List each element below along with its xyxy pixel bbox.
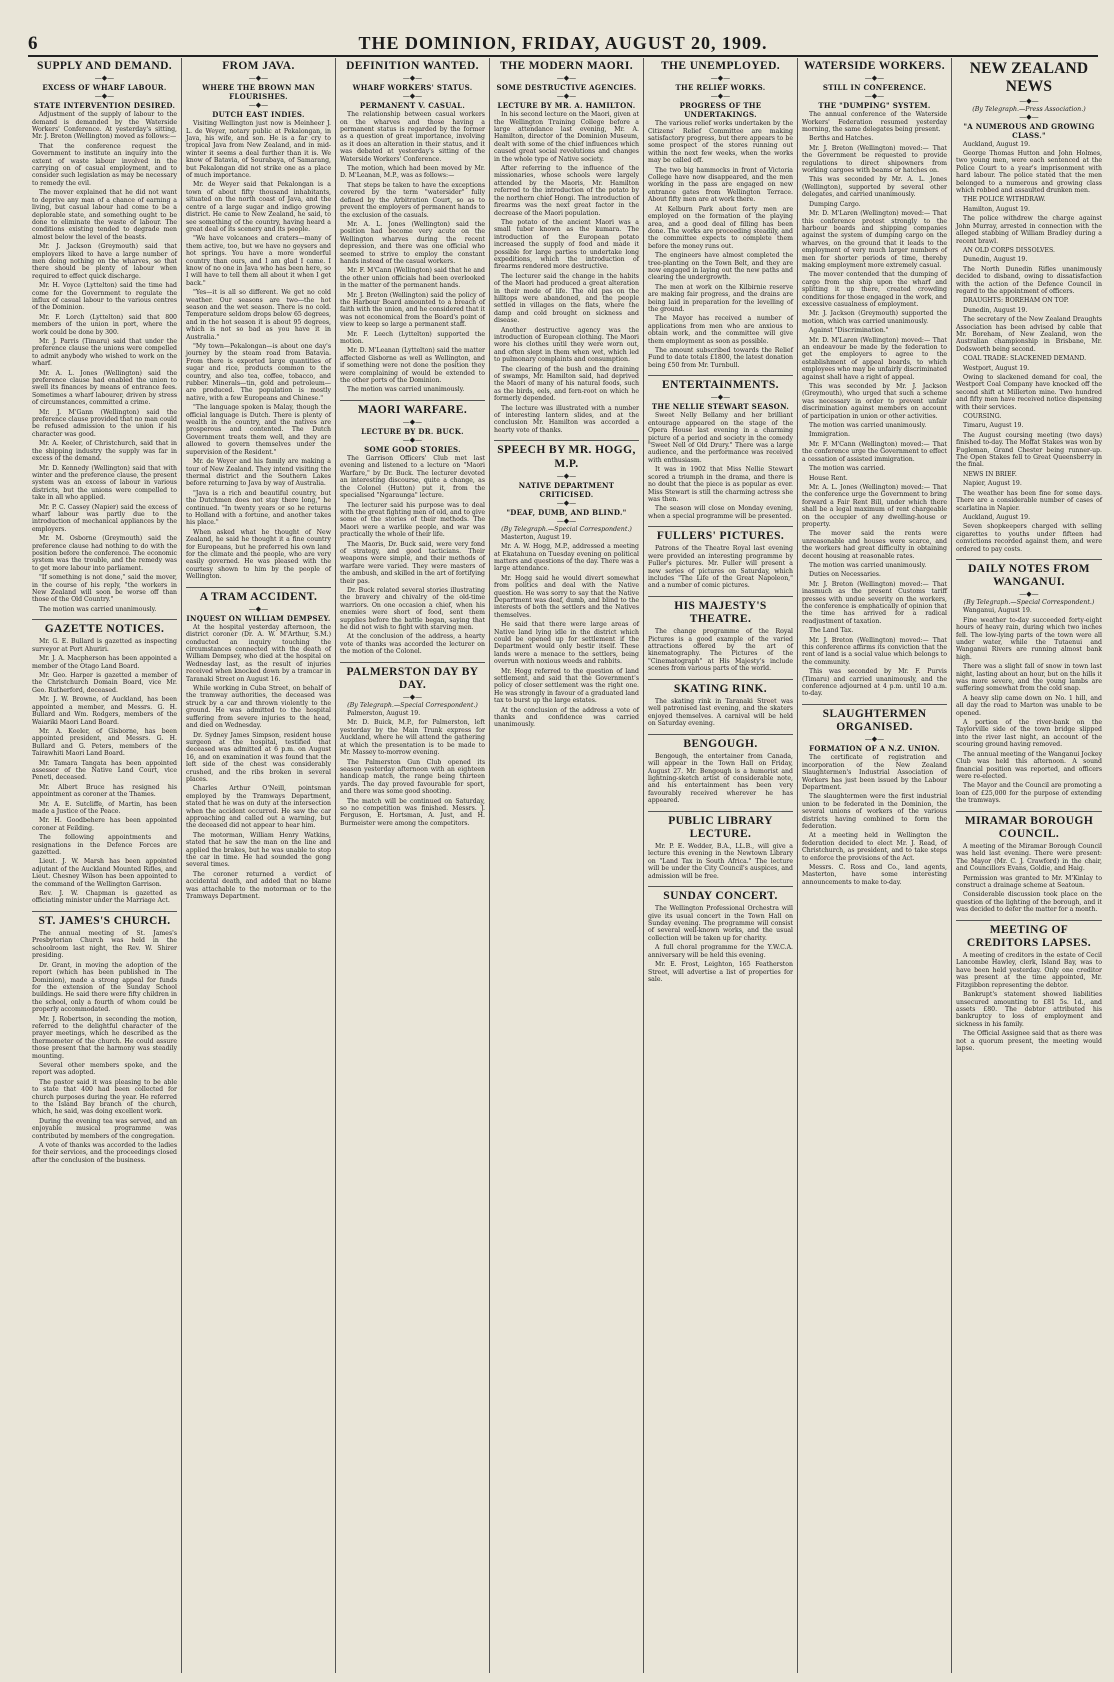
article-paragraph: The annual meeting of the Wanganui Jockey Club was held this afternoon. A sound financial position was reported, and officers were re-elected. — [956, 750, 1102, 780]
ornament-divider: —◆— — [710, 92, 731, 101]
article-paragraph: Dunedin, August 19. — [963, 306, 1028, 314]
article-subhead: STILL IN CONFERENCE. — [822, 83, 927, 93]
ornament-divider: —◆— — [710, 393, 731, 402]
article-paragraph: The following appointments and resignations in the Defence Forces are gazetted. — [32, 834, 177, 856]
column-5 — [644, 58, 798, 1673]
article-subhead: STATE INTERVENTION DESIRED. — [33, 101, 176, 111]
article-paragraph: Mr. A. L. Jones (Wellington) said the position had become very acute on the Wellington wharves during the recent depression, and there was one official who seemed to strive to employ the constant hands instead of the casual workers. — [340, 220, 485, 265]
article-paragraph: The motion was carried unanimously. — [39, 605, 157, 613]
column-2 — [182, 58, 336, 1673]
ornament-divider: —◆— — [556, 498, 577, 507]
ornament-divider: —◆— — [94, 92, 115, 101]
article-paragraph: Mr. F. M'Cann (Wellington) said that he and the other union officials had been overlooked in the matter of the permanent hands. — [340, 267, 485, 290]
article-paragraph: Another destructive agency was the introduction of European clothing. The Maori wore his clothes until they were worn out, and often slept in them when wet, which led to pulmonary complaints and consumption. — [494, 326, 639, 364]
article-headline: HIS MAJESTY'S THEATRE. — [674, 599, 767, 625]
article — [802, 704, 947, 886]
article-paragraph: Mr. de Weyer and his family are making a tour of New Zealand. They intend visiting the thermal district and the Southern Lakes before returning to Java by way of Australia. — [186, 458, 331, 488]
article-paragraph: Mr. P. E. Wedder, B.A., LL.B., will give a lecture this evening in the Newtown Library on "Land Tax in South Africa." The lecture will be under the City Council's auspices, and admission will be free. — [648, 843, 793, 880]
article-divider — [648, 375, 793, 376]
article-paragraph: The weather has been fine for some days. There are a considerable number of cases of scarlatina in Napier. — [956, 489, 1102, 512]
article-paragraph: Mr. D. Buick, M.P., for Palmerston, left yesterday by the Main Trunk express for Auckland, where he will attend the gathering at which the presentation is to be made to Mr. Massey to-morrow evening. — [340, 719, 485, 757]
article-paragraph: The motorman, William Henry Watkins, stated that he saw the man on the line and applied the brakes, but he was unable to stop the car in time. He had sounded the gong several times. — [186, 831, 331, 869]
article-paragraph: Mr. D. Kennedy (Wellington) said that with winter and the preference clause, the present system was an excess of labour in various districts, but the unions were compelled to take in all who applied. — [32, 464, 177, 502]
article-headline: GAZETTE NOTICES. — [44, 623, 165, 636]
ornament-divider: —◆— — [556, 74, 577, 83]
article-paragraph: Patrons of the Theatre Royal last evening were provided an interesting programme by Fuller's pictures. Mr. Fuller will present a new series of pictures on Saturday, which includes "The Life of the Great Napoleon," and a number of comic pictures. — [648, 545, 793, 590]
article-divider — [648, 734, 793, 735]
article-subhead: LECTURE BY MR. A. HAMILTON. — [497, 101, 636, 111]
article-paragraph: Hamilton, August 19. — [963, 205, 1030, 213]
article-paragraph: During the evening tea was served, and an enjoyable musical programme was contributed by members of the congregation. — [32, 1117, 177, 1140]
article-paragraph: Mr. F. Leech (Lyttelton) supported the motion. — [340, 330, 485, 345]
article-headline: FULLERS' PICTURES. — [656, 530, 785, 543]
article-paragraph: The amount subscribed towards the Relief Fund to date totals £1800, the latest donation being £50 from Mr. Turnbull. — [648, 347, 793, 369]
article — [340, 60, 485, 394]
article — [648, 526, 793, 590]
article-paragraph: Mr. de Weyer said that Pekalongan is a town of about fifty thousand inhabitants, situated on the north coast of Java, and the centre of a large sugar and indigo growing district. He came to New Zealand, he said, to see something of the country, having heard a great deal of its scenery and its people. — [186, 181, 331, 233]
article-divider — [648, 811, 793, 812]
article-paragraph: The August coursing meeting (two days) finished to-day. The Moffat Stakes was won by Fugleman, Grand Chester being runner-up. The Open Stakes fell to Great Queensberry in the final. — [956, 431, 1102, 469]
article-paragraph: Dr. Sydney James Simpson, resident house surgeon at the hospital, testified that deceased was admitted at 6 p.m. on August 16, and on examination it was found that the left side of the chest was considerably crushed, and the ribs broken in several places. — [186, 731, 331, 783]
article — [32, 911, 177, 1164]
article-divider — [32, 619, 177, 620]
article-paragraph: A meeting of creditors in the estate of Cecil Lancombe Hawley, clerk, Island Bay, was to have been held yesterday. Only one creditor was present at the time appointed, Mr. Fitzgibbon representing the debtor. — [956, 952, 1102, 989]
ornament-divider: —◆— — [402, 74, 423, 83]
article-paragraph: The annual conference of the Waterside Workers' Federation resumed yesterday morning, the same delegates being present. — [802, 111, 947, 134]
article-paragraph: Napier, August 19. — [963, 480, 1022, 488]
article-paragraph: This was seconded by Mr. J. Jackson (Greymouth), who urged that such a scheme was necessary in order to prevent unfair discrimination against members on account of participation in union or other activities. — [802, 383, 947, 420]
article-headline: PUBLIC LIBRARY LECTURE. — [668, 814, 773, 840]
article-paragraph: Mr. E. Frost, Leighton, 165 Featherston Street, will advertise a list of properties for sale. — [648, 961, 793, 983]
article-paragraph: A heavy slip came down on No. 1 hill, and all day the road to Marton was unable to be opened. — [956, 694, 1102, 717]
article — [648, 679, 793, 728]
article-paragraph: The lecturer said the change in the habits of the Maori had produced a great alteration in their mode of life. The old pas on the hilltops were abandoned, and the people settled in villages on the flats, where the damp and cold brought on sickness and disease. — [494, 272, 639, 325]
ornament-divider: —◆— — [402, 92, 423, 101]
article-paragraph: Owing to slackened demand for coal, the Westport Coal Company have knocked off the second shift at Millerton mine. Two hundred and fifty men have received notice dispensing with their services. — [956, 374, 1102, 411]
article-headline: MIRAMAR BOROUGH COUNCIL. — [964, 814, 1094, 840]
article-paragraph: Dr. Grant, in moving the adoption of the report (which has been published in The Dominion), made a strong appeal for funds for the extension of the Sunday School buildings. He said there were fifty children in the school, only a fourth of whom could be properly accommodated. — [32, 961, 177, 1014]
article-paragraph: At the conclusion of the address, a hearty vote of thanks was accorded the lecturer on the motion of the Colonel. — [340, 633, 485, 656]
article-paragraph: "Yes—it is all so different. We get no cold weather. Our seasons are two—the hot season and the wet season. There is no cold. Temperature seldom drops below 65 degrees, and in the hot season it is about 95 degrees, which is not so bad as you have it in Australia." — [186, 289, 331, 341]
article-subhead: SOME GOOD STORIES. — [364, 445, 461, 455]
article-paragraph: Mr. F. M'Cann (Wellington) moved:— That the conference urge the Government to effect a cessation of assisted immigration. — [802, 440, 947, 463]
masthead — [28, 33, 1098, 57]
article — [648, 886, 793, 983]
article-paragraph: DRAUGHTS: BOREHAM ON TOP. — [963, 297, 1069, 305]
article-paragraph: Palmerston, August 19. — [347, 710, 421, 718]
article-divider — [340, 662, 485, 663]
masthead-title: THE DOMINION, FRIDAY, AUGUST 20, 1909. — [358, 33, 768, 53]
article-subhead: PERMANENT V. CASUAL. — [359, 101, 466, 111]
article — [648, 811, 793, 880]
article-paragraph: The engineers have almost completed the tree-planting on the Town Belt, and they are now engaged in laying out the new paths and clearing the undergrowth. — [648, 252, 793, 282]
column-1 — [28, 58, 182, 1673]
article-headline: THE UNEMPLOYED. — [660, 60, 781, 72]
ornament-divider: —◆— — [402, 693, 423, 702]
article-paragraph: The motion was carried. — [809, 465, 886, 473]
article-paragraph: The Garrison Officers' Club met last evening and listened to a lecture on "Maori Warfare," by Dr. Buck. The lecturer devoted an interesting discourse, quite a change, as the Colonel (Hutton) put it, from the specialised "Ngaraunga" lecture. — [340, 455, 485, 500]
columns — [28, 58, 1106, 1673]
article-paragraph: Fine weather to-day succeeded forty-eight hours of heavy rain, during which two inches fell. The low-lying parts of the town were all under water, while the Tutaenui and Wanganui Rivers are running almost bank high. — [956, 616, 1102, 661]
article-headline: WATERSIDE WORKERS. — [804, 60, 945, 72]
article-subhead: (By Telegraph.—Special Correspondent.) — [501, 525, 632, 533]
article-paragraph: That steps be taken to have the exceptions covered by the term "watersider" fully defined by the Arbitration Court, so as to prevent the employers of permanent hands to the exclusion of the casuals. — [340, 181, 485, 219]
article-paragraph: Visiting Wellington just now is Meinheer J. L. de Weyer, notary public at Pekalongan, in Java, his wife, and son. He is a far cry to tropical Java from New Zealand, and in mid-winter it seems a deal further than it is. We know of Batavia, of Sourabaya, of Samarang, but Pekalongan did not strike one as a place of much importance. — [186, 120, 331, 180]
article-divider — [956, 811, 1102, 812]
article-paragraph: Timaru, August 19. — [963, 422, 1024, 430]
article-headline: THE MODERN MAORI. — [500, 60, 633, 72]
ornament-divider: —◆— — [864, 92, 885, 101]
article-paragraph: Mr. J. W. Browne, of Auckland, has been appointed a member, and Messrs. G. H. Bullard and Wm. Rodgers, members of the Waiariki Maori Land Board. — [32, 696, 177, 726]
article-paragraph: He said that there were large areas of Native land lying idle in the district which could be opened up for settlement if the Department would only bestir itself. These lands were a menace to the settlers, being overrun with noxious weeds and rabbits. — [494, 621, 639, 666]
article-paragraph: A vote of thanks was accorded to the ladies for their services, and the proceedings closed after the conclusion of the business. — [32, 1142, 177, 1164]
article-paragraph: Mr. J. M'Gann (Wellington) said the preference clause provided that no man could be refused admission to the union if his character was good. — [32, 408, 177, 438]
article-paragraph: The men at work on the Kilbirnie reserve are making fair progress, and the drains are being laid in preparation for the levelling of the ground. — [648, 283, 793, 313]
article-paragraph: There was a slight fall of snow in town last night, lasting about an hour, but on the hills it was more severe, and the young lambs are suffering somewhat from the cold snap. — [956, 663, 1102, 693]
article-paragraph: Mr. D. M'Leanan (Lyttelton) said the matter affected Gisborne as well as Wellington, and if something were not done the position they were complaining of would be extended to the other ports of the Dominion. — [340, 347, 485, 385]
article-paragraph: Mr. Hogg said he would divert somewhat from politics and deal with the Native question. He was sorry to say that the Native Department was deaf, dumb, and blind to the interests of both the settlers and the Natives themselves. — [494, 574, 639, 619]
article-subhead: FORMATION OF A N.Z. UNION. — [809, 744, 940, 754]
article-headline: SUNDAY CONCERT. — [663, 890, 778, 903]
article-paragraph: Permission was granted to Mr. M'Kinlay to construct a drainage scheme at Seatoun. — [956, 874, 1102, 889]
ornament-divider: —◆— — [864, 735, 885, 744]
ornament-divider: —◆— — [556, 471, 577, 480]
article-paragraph: The potato of the ancient Maori was a small tuber known as the kumara. The introduction of the European potato increased the supply of food and made it possible for large parties to undertake long expeditions, which the introduction of firearms rendered more destructive. — [494, 218, 639, 271]
article — [956, 559, 1102, 805]
article-paragraph: "Java is a rich and beautiful country, but the Dutchmen does not stay there long," he continued. "In twenty years or so he returns to Holland with a fortune, and another takes his place." — [186, 489, 331, 527]
article-paragraph: "The language spoken is Malay, though the official language is Dutch. There is plenty of wealth in the country, and the natives are prosperous and contented. The Dutch Government treats them well, and they are allowed to govern themselves under the supervision of the Resident." — [186, 404, 331, 456]
article-paragraph: In his second lecture on the Maori, given at the Wellington Training College before a large attendance last evening, Mr. A. Hamilton, director of the Dominion Museum, dealt with some of the chief influences which caused great social revolutions and changes in the whole type of Native society. — [494, 111, 639, 163]
article-subhead: "DEAF, DUMB, AND BLIND." — [506, 507, 627, 517]
article-paragraph: Mr. D. M'Laren (Wellington) moved:— That this conference protest strongly to the harbour boards and shipping companies against the system of dumping cargo on the wharves, on the ground that it leads to the employment of very much larger numbers of men for shorter periods of time, thereby making employment more extremely casual. — [802, 210, 947, 269]
article-paragraph: The mover contended that the dumping of cargo from the ship upon the wharf and splitting it up there, created crowding conditions for those engaged in the work, and excessive casualness of employment. — [802, 271, 947, 308]
article-headline: A TRAM ACCIDENT. — [199, 590, 318, 603]
article-paragraph: The annual meeting of St. James's Presbyterian Church was held in the schoolroom last night, the Rev. W. Shirer presiding. — [32, 930, 177, 960]
article-paragraph: At Kelburn Park about forty men are employed on the formation of the playing area, and a good deal of filling has been done. The works are proceeding steadily, and the committee expects to complete them before the money runs out. — [648, 205, 793, 250]
article-paragraph: The clearing of the bush and the draining of swamps, Mr. Hamilton said, had deprived the Maori of many of his natural foods, such as the birds, eels, and fern-root on which he formerly depended. — [494, 365, 639, 403]
article — [802, 60, 947, 698]
article-paragraph: The pastor said it was pleasing to be able to state that 400 had been collected for church purposes during the year. He referred to the Island Bay branch of the church, which, he said, was doing excellent work. — [32, 1078, 177, 1116]
article-paragraph: "My town—Pekalongan—is about one day's journey by the steam road from Batavia. From there is exported large quantities of sugar and rice, products common to the country, and also tea, coffee, tobacco, and rubber. Minerals—tin, gold and petroleum—are produced. The population is mostly native, with a few Europeans and Chinese." — [186, 343, 331, 402]
ornament-divider: —◆— — [1019, 96, 1039, 105]
article-paragraph: Mr. D. M'Laren (Wellington) moved:— That an endeavour be made by the federation to get the employers to agree to the establishment of appeal boards, to which employees who may be unfairly discriminated against shall have a right of appeal. — [802, 336, 947, 381]
article-paragraph: Mr. J. Jackson (Greymouth) supported the motion, which was carried unanimously. — [802, 310, 947, 325]
article-headline: DEFINITION WANTED. — [346, 60, 479, 72]
article-paragraph: It was in 1902 that Miss Nellie Stewart scored a triumph in the drama, and there is no doubt that the piece is as popular as ever. Miss Stewart is still the charming actress she was then. — [648, 466, 793, 503]
article-paragraph: The motion, which had been moved by Mr. D. M'Leanan, M.P., was as follows:— — [340, 165, 485, 180]
article-paragraph: Mr. A. L. Jones (Wellington) moved:— That the conference urge the Government to bring forward a Fair Rent Bill, under which there shall be a legal maximum of rent chargeable on the occupier of any dwelling-house or property. — [802, 483, 947, 528]
article-paragraph: A portion of the river-bank on the Taylorville side of the town bridge slipped into the river last night, an account of the scouring ground having removed. — [956, 719, 1102, 749]
article-paragraph: Mr. Hogg referred to the question of land settlement, and said that the Government's policy of closer settlement was the right one. He was strongly in favour of a graduated land tax to burst up the large estates. — [494, 667, 639, 705]
column-7 — [952, 58, 1106, 1673]
article-paragraph: A full choral programme for the Y.W.C.A. anniversary will be held this evening. — [648, 944, 793, 959]
article-paragraph: Immigration. — [809, 431, 850, 439]
ornament-divider: —◆— — [1019, 112, 1039, 121]
article-paragraph: Adjustment of the supply of labour to the demand is demanded by the Waterside Workers' Conference. At yesterday's sitting, Mr. J. Breton (Wellington) moved as follows:— — [32, 111, 177, 141]
article-paragraph: The coroner returned a verdict of accidental death, and added that no blame was attachable to the motorman or to the Tramways Department. — [186, 870, 331, 901]
article-paragraph: Mr. J. A. Macpherson has been appointed a member of the Otago Land Board. — [32, 655, 177, 670]
article-divider — [648, 596, 793, 597]
article — [648, 60, 793, 369]
ornament-divider: —◆— — [1019, 590, 1039, 599]
article-paragraph: Mr. J. Robertson, in seconding the motion, referred to the delightful character of the prayer meetings, which he described as the thermometer of the church. He could assure those present that the harmony was steadily mounting. — [32, 1015, 177, 1060]
article — [494, 440, 639, 729]
article-paragraph: That the conference request the Government to institute an inquiry into the extent of waste labour involved in the carrying on of casual employment, and to consider such legislation as may be necessary to remedy the evil. — [32, 142, 177, 187]
article-paragraph: COURSING. — [963, 413, 1002, 421]
article-subhead: LECTURE BY DR. BUCK. — [361, 427, 464, 437]
article — [956, 920, 1102, 1053]
article-paragraph: House Rent. — [809, 474, 848, 482]
article-subhead: PROGRESS OF THE UNDERTAKINGS. — [679, 101, 762, 120]
article — [32, 619, 177, 905]
article-paragraph: Several other members spoke, and the report was adopted. — [32, 1061, 177, 1077]
article-paragraph: Mr. J. Breton (Wellington) moved:— That the Government be requested to provide regulations to direct shipowners from working cargoes with beams or hatches on. — [802, 144, 947, 175]
article-divider — [956, 920, 1102, 921]
article-paragraph: The motion was carried unanimously. — [809, 422, 927, 430]
article-paragraph: The motion was carried unanimously. — [347, 386, 465, 394]
article-headline: ENTERTAINMENTS. — [662, 379, 779, 392]
article — [186, 587, 331, 901]
article-subhead: THE RELIEF WORKS. — [675, 83, 766, 93]
article-paragraph: The mover explained that he did not want to deprive any man of a chance of earning a living, but casual labour had come to be a deplorable state, and something ought to be done to eliminate the waste of labour. The conditions existing tended to degrade men almost below the level of the beasts. — [32, 189, 177, 241]
article-subhead: INQUEST ON WILLIAM DEMPSEY. — [186, 613, 331, 623]
ornament-divider: —◆— — [402, 436, 423, 445]
article — [494, 60, 639, 434]
article-paragraph: Mr. A. Keeler, of Christchurch, said that in the shipping industry the supply was far in excess of the demand. — [32, 440, 177, 463]
article-paragraph: AN OLD CORPS DISSOLVES. — [963, 246, 1055, 254]
article-divider — [32, 911, 177, 912]
article — [186, 60, 331, 581]
article-paragraph: The Official Assignee said that as there was not a quorum present, the meeting would lapse. — [956, 1030, 1102, 1052]
article-paragraph: Mr. A. W. Hogg, M.P., addressed a meeting at Ekatahuna on Tuesday evening on political matters and questions of the day. There was a large attendance. — [494, 543, 639, 573]
article — [32, 60, 177, 613]
article-paragraph: A meeting of the Miramar Borough Council was held last evening. There were present: The Mayor (Mr. C. J. Crawford) in the chair, and Councillors Evans, Goldie, and Haig. — [956, 842, 1102, 873]
article-paragraph: Charles Arthur O'Neill, pointsman employed by the Tramways Department, stated that he was on duty at the intersection when the accident occurred. He saw the car approaching and called out a warning, but the deceased did not appear to hear him. — [186, 785, 331, 830]
article-paragraph: The Land Tax. — [809, 627, 854, 635]
article-paragraph: The change programme of the Royal Pictures is a good example of the varied attractions offered by the art of kinematography. The Pictures of the "Cinematograph" at His Majesty's include scenes from various parts of the world. — [648, 628, 793, 673]
article-headline: MEETING OF CREDITORS LAPSES. — [966, 923, 1092, 949]
article-headline: SUPPLY AND DEMAND. — [36, 60, 173, 72]
article-paragraph: At the conclusion of the address a vote of thanks and confidence was carried unanimously. — [494, 706, 639, 729]
article-headline: PALMERSTON DAY BY DAY. — [346, 665, 479, 691]
article-paragraph: Berths and Hatches. — [809, 135, 874, 143]
article-paragraph: The Palmerston Gun Club opened its season yesterday afternoon with an eighteen handicap match, the range being thirteen yards. The day proved favourable for sport, and there was some good shooting. — [340, 758, 485, 796]
article-paragraph: Dumping Cargo. — [809, 200, 861, 208]
article-paragraph: The skating rink in Taranaki Street was well patronised last evening, and the skaters enjoyed themselves. A carnival will be held on Saturday evening. — [648, 697, 793, 728]
ornament-divider: —◆— — [556, 92, 577, 101]
article-paragraph: The various relief works undertaken by the Citizens' Relief Committee are making satisfactory progress, but there appears to be some prospect of the stores running out within the next few weeks, when the works may be called off. — [648, 120, 793, 165]
article — [648, 375, 793, 520]
article-paragraph: Mr. A. Keeler, of Gisborne, has been appointed president, and Messrs. G. H. Bullard and G. Peters, members of the Tairawhiti Maori Land Board. — [32, 727, 177, 758]
article-paragraph: Seven shopkeepers charged with selling cigarettes to youths under fifteen had convictions recorded against them, and were ordered to pay costs. — [956, 523, 1102, 553]
article-headline: BENGOUGH. — [683, 737, 758, 750]
article-headline: SKATING RINK. — [673, 682, 768, 695]
article-divider — [340, 400, 485, 401]
ornament-divider: —◆— — [94, 74, 115, 83]
article-headline: DAILY NOTES FROM WANGANUI. — [968, 562, 1090, 589]
article-paragraph: Considerable discussion took place on the question of the lighting of the borough, and it was decided to defer the matter for a month. — [956, 891, 1102, 914]
article — [340, 400, 485, 656]
article-paragraph: Mr. J. Breton (Wellington) said the policy of the Harbour Board amounted to a breach of faith with the union, and he considered that it was not economical from the Board's point of view to keep so large a permanent staff. — [340, 291, 485, 329]
column-4 — [490, 58, 644, 1673]
article-paragraph: The mover said the rents were unreasonable and houses were scarce, and the workers had great difficulty in obtaining decent housing at reasonable rates. — [802, 530, 947, 560]
article-paragraph: The lecturer said his purpose was to deal with the great fighting men of old, and to give some of the stories of their methods. The Maori were a warlike people, and war was practically the whole of their life. — [340, 501, 485, 539]
article-paragraph: When asked what he thought of New Zealand, he said he thought it a fine country for Europeans, but he preferred his own land for the climate and the people, who are very easily governed. He was pleased with the courtesy shown to him by the people of Wellington. — [186, 528, 331, 581]
article-paragraph: The Mayor and the Council are promoting a loan of £25,000 for the purpose of extending the tramways. — [956, 782, 1102, 805]
article-divider — [648, 679, 793, 680]
article-paragraph: The police withdrew the charge against John Murray, arrested in connection with the alleged stabbing of William Bradley during a recent brawl. — [956, 215, 1102, 245]
article — [648, 734, 793, 805]
article-paragraph: Mr. A. E. Sutcliffe, of Martin, has been made a Justice of the Peace. — [32, 800, 177, 815]
article-paragraph: Mr. F. Lorch (Lyttelton) said that 800 members of the union in port, where the work could be done by 300. — [32, 313, 177, 336]
article-paragraph: This was seconded by Mr. F. Purvis (Timaru) and carried unanimously, and the conference adjourned at 4 p.m. until 10 a.m. to-day. — [802, 668, 947, 698]
page-number: 6 — [28, 33, 38, 54]
ornament-divider: —◆— — [710, 74, 731, 83]
article-paragraph: After referring to the influence of the missionaries, whose schools were largely attended by the Maoris, Mr. Hamilton referred to the introduction of the potato by the northern chief Hongi. The introduction of firearms was the next great factor in the decrease of the Maori population. — [494, 165, 639, 217]
article-subhead: (By Telegraph.—Press Association.) — [972, 105, 1086, 113]
article-divider — [802, 704, 947, 705]
article-paragraph: At the hospital yesterday afternoon, the district coroner (Dr. A. W. M'Arthur, S.M.) conducted an inquiry touching the circumstances connected with the death of William Dempsey, who died at the hospital on Wednesday last, as the result of injuries received when knocked down by a tramcar in Taranaki Street on August 16. — [186, 623, 331, 683]
article-paragraph: Mr. H. Voyce (Lyttelton) said the time had come for the Government to regulate the influx of casual labour to the various centres of the Dominion. — [32, 282, 177, 312]
article-subhead: "A NUMEROUS AND GROWING CLASS." — [963, 121, 1095, 140]
article-headline: SPEECH BY MR. HOGG, M.P. — [497, 444, 636, 470]
article-subhead: (By Telegraph.—Special Correspondent.) — [963, 599, 1095, 607]
article-paragraph: The season will close on Monday evening, when a special programme will be presented. — [648, 505, 793, 520]
article-paragraph: Mr. Geo. Harper is gazetted a member of the Christchurch Domain Board, vice Mr. Geo. Rutherford, deceased. — [32, 672, 177, 694]
article-paragraph: Mr. J. Breton (Wellington) moved:— That this conference affirms its conviction that the rent of land is a social value which belongs to the community. — [802, 636, 947, 666]
article-paragraph: Mr. J. Breton (Wellington) moved:— That inasmuch as the present Customs tariff presses with undue severity on the workers, the conference is emphatically of opinion that the time has arrived for a radical readjustment of taxation. — [802, 580, 947, 625]
article-subhead: SOME DESTRUCTIVE AGENCIES. — [496, 83, 637, 93]
article-subhead: NATIVE DEPARTMENT CRITICISED. — [518, 480, 615, 499]
ornament-divider: —◆— — [402, 418, 423, 427]
article-paragraph: Dunedin, August 19. — [963, 256, 1028, 264]
article-paragraph: Mr. J. Jackson (Greymouth) said that employers liked to have a large number of men doing nothing on the wharves, so that there should be plenty of labour when required to effect quick discharge. — [32, 243, 177, 280]
article-paragraph: The two big hammocks in front of Victoria College have now disappeared, and the men working in the pass are engaged on new entrance gates from Wellington Terrace. About fifty men are at work there. — [648, 166, 793, 204]
article-subhead: THE NELLIE STEWART SEASON. — [651, 402, 790, 412]
article — [956, 811, 1102, 914]
article-paragraph: The slaughtermen were the first industrial union to be federated in the Dominion, the several unions of workers of the various districts having combined to form the federation. — [802, 793, 947, 830]
article-divider — [956, 559, 1102, 560]
article-headline: FROM JAVA. — [222, 60, 295, 72]
article-paragraph: Wanganui, August 19. — [963, 607, 1032, 615]
article-divider — [494, 440, 639, 441]
article-headline: ST. JAMES'S CHURCH. — [38, 914, 171, 927]
article-headline: MAORI WARFARE. — [357, 403, 468, 416]
article-subhead: (By Telegraph.—Special Correspondent.) — [347, 702, 478, 710]
article-paragraph: Mr. H. Goodbehere has been appointed coroner at Feilding. — [32, 817, 177, 832]
article-paragraph: Mr. Tamara Tangata has been appointed assessor of the Native Land Court, vice Peneti, deceased. — [32, 759, 177, 782]
article-subhead: DUTCH EAST INDIES. — [212, 110, 305, 120]
ornament-divider: —◆— — [248, 604, 269, 613]
article-paragraph: The relationship between casual workers on the wharves and those having a permanent status is regarded by the former as a question of great importance, involving as it does an alteration in their status, and it was debated at yesterday's sitting of the Waterside Workers' Conference. — [340, 111, 485, 163]
article-headline: NEW ZEALAND NEWS — [969, 60, 1089, 95]
article-paragraph: Auckland, August 19. — [963, 513, 1031, 521]
article-paragraph: The Mayor has received a number of applications from men who are anxious to obtain work, and the committee will give them employment as soon as possible. — [648, 315, 793, 345]
column-6 — [798, 58, 952, 1673]
article-subhead: WHERE THE BROWN MAN FLOURISHES. — [202, 83, 315, 102]
ornament-divider: —◆— — [248, 74, 269, 83]
article-divider — [186, 587, 331, 588]
article-paragraph: Against "Discrimination." — [809, 327, 889, 335]
article-paragraph: Mr. G. E. Bullard is gazetted as inspecting surveyor at Port Ahuriri. — [32, 638, 177, 653]
article-paragraph: Dr. Buck related several stories illustrating the bravery and chivalry of the old-time warriors. On one occasion a chief, when his enemies were short of food, sent them supplies before the battle began, saying that he did not wish to fight with starving men. — [340, 586, 485, 631]
article-paragraph: The certificate of registration and incorporation of the New Zealand Slaughtermen's Industrial Association of Workers has just been issued by the Labour Department. — [802, 754, 947, 791]
ornament-divider: —◆— — [556, 516, 577, 525]
article — [340, 662, 485, 828]
article-paragraph: Masterton, August 19. — [501, 533, 572, 541]
article-paragraph: Auckland, August 19. — [963, 140, 1031, 148]
article-paragraph: Bankrupt's statement showed liabilities unsecured amounting to £81 5s. 1d., and assets £80. The debtor attributed his bankruptcy to loss of employment and sickness in his family. — [956, 991, 1102, 1028]
article-divider — [648, 526, 793, 527]
article-paragraph: Rev. J. W. Chapman is gazetted as officiating minister under the Marriage Act. — [32, 890, 177, 905]
article-subhead: WHARF WORKERS' STATUS. — [352, 83, 473, 93]
article-paragraph: George Thomas Hutton and John Holmes, two young men, were each sentenced at the Police Court to a year's imprisonment with hard labour. The police stated that the men belonged to a numerous and growing class which robbed and assaulted drunken men. — [956, 150, 1102, 195]
article-paragraph: COAL TRADE: SLACKENED DEMAND. — [963, 355, 1087, 363]
article-paragraph: Mr. P. C. Cassey (Napier) said the excess of wharf labour was partly due to the introduction of mechanical appliances by the employers. — [32, 503, 177, 533]
article-paragraph: NEWS IN BRIEF. — [963, 470, 1017, 478]
article-subhead: EXCESS OF WHARF LABOUR. — [42, 83, 167, 93]
article-paragraph: While working in Cuba Street, on behalf of the tramway authorities, the deceased was struck by a car and thrown violently to the ground. He was admitted to the hospital suffering from severe injuries to the head, and died on Wednesday. — [186, 685, 331, 730]
article-paragraph: "If something is not done," said the mover, in the course of his reply, "the workers in New Zealand will soon be worse off than those of the Old Country." — [32, 574, 177, 604]
article-paragraph: The Wellington Professional Orchestra will give its usual concert in the Town Hall on Sunday evening. The programme will consist of several well-known works, and the usual collection will be taken up for charity. — [648, 905, 793, 942]
article-paragraph: This was seconded by Mr. A. L. Jones (Wellington), supported by several other delegates, and carried unanimously. — [802, 176, 947, 199]
article-subhead: THE "DUMPING" SYSTEM. — [818, 101, 931, 111]
column-3 — [336, 58, 490, 1673]
article-paragraph: The secretary of the New Zealand Draughts Association has been advised by cable that Mr. Boreham, of New Zealand, won the Australian championship in Brisbane, Mr. Dodsworth being second. — [956, 316, 1102, 353]
article-paragraph: Sweet Nelly Bellamy and her brilliant entourage appeared on the stage of the Opera House last evening in a charming picture of a period and society in the comedy "Sweet Nell of Old Drury." There was a large audience, and the performance was received with enthusiasm. — [648, 412, 793, 464]
article-paragraph: Messrs. C. Ross and Co., land agents, Masterton, have some interesting announcements to make to-day. — [802, 864, 947, 886]
article-paragraph: Westport, August 19. — [963, 364, 1030, 372]
ornament-divider: —◆— — [864, 74, 885, 83]
article-paragraph: Bengough, the entertainer from Canada, will appear in the Town Hall on Friday, August 27. Mr. Bengough is a humorist and lightning-sketch artist of considerable note, and his entertainment has been very favourably received wherever he has appeared. — [648, 752, 793, 805]
article-divider — [648, 886, 793, 887]
article-paragraph: "We have volcanoes and craters—many of them active, too, but we have no geysers and hot springs. You have a more wonderful country than ours, and I am glad I came. I know of no one in Java who has been here, so I will have to tell them all about it when I get back." — [186, 235, 331, 287]
article-paragraph: Duties on Necessaries. — [809, 571, 881, 579]
article-paragraph: The match will be continued on Saturday, so no competition was finished. Messrs. J. Ferguson, E. Hortsman, A. Just, and H. Burmeister were among the competitors. — [340, 797, 485, 827]
article-paragraph: Mr. A. L. Jones (Wellington) said the preference clause had enabled the union to swell its finances by means of entrance fees. Sometimes a wharf labourer, driven by stress of circumstances, committed a crime. — [32, 369, 177, 407]
article-paragraph: The North Dunedin Rifles unanimously decided to disband, owing to dissatisfaction with the action of the Defence Council in regard to the appointment of officers. — [956, 265, 1102, 295]
article-paragraph: The Maoris, Dr. Buck said, were very fond of strategy, and good tacticians. Their weapons were simple, and their methods of warfare were varied. They were masters of the ambush, and skilled in the art of fortifying their pas. — [340, 540, 486, 585]
article-headline: SLAUGHTERMEN ORGANISED. — [822, 707, 927, 734]
ornament-divider: —◆— — [248, 101, 269, 110]
article-paragraph: Mr. Albert Bruce has resigned his appointment as coroner at the Thames. — [32, 783, 177, 799]
article-paragraph: Mr. M. Osborne (Greymouth) said the preference clause had nothing to do with the position before the conference. The economic system was the trouble, and the remedy was to get more labour into parliament. — [32, 535, 177, 572]
article-paragraph: Mr. J. Parris (Timaru) said that under the preference clause the unions were compelled to admit anybody who wished to work on the wharf. — [32, 338, 177, 368]
article — [956, 60, 1102, 553]
article-paragraph: Lieut. J. W. Marsh has been appointed adjutant of the Auckland Mounted Rifles, and Lieut. Chesney Wilson has been appointed to the command of the Wellington Garrison. — [32, 858, 177, 888]
article-paragraph: THE POLICE WITHDRAW. — [963, 196, 1046, 204]
article-paragraph: The motion was carried unanimously. — [809, 561, 927, 569]
article — [648, 596, 793, 673]
article-paragraph: The lecture was illustrated with a number of interesting lantern slides, and at the conclusion Mr. Hamilton was accorded a hearty vote of thanks. — [494, 404, 639, 434]
article-paragraph: At a meeting held in Wellington the federation decided to elect Mr. J. Read, of Christchurch, as president, and to take steps to enforce the provisions of the Act. — [802, 832, 947, 862]
